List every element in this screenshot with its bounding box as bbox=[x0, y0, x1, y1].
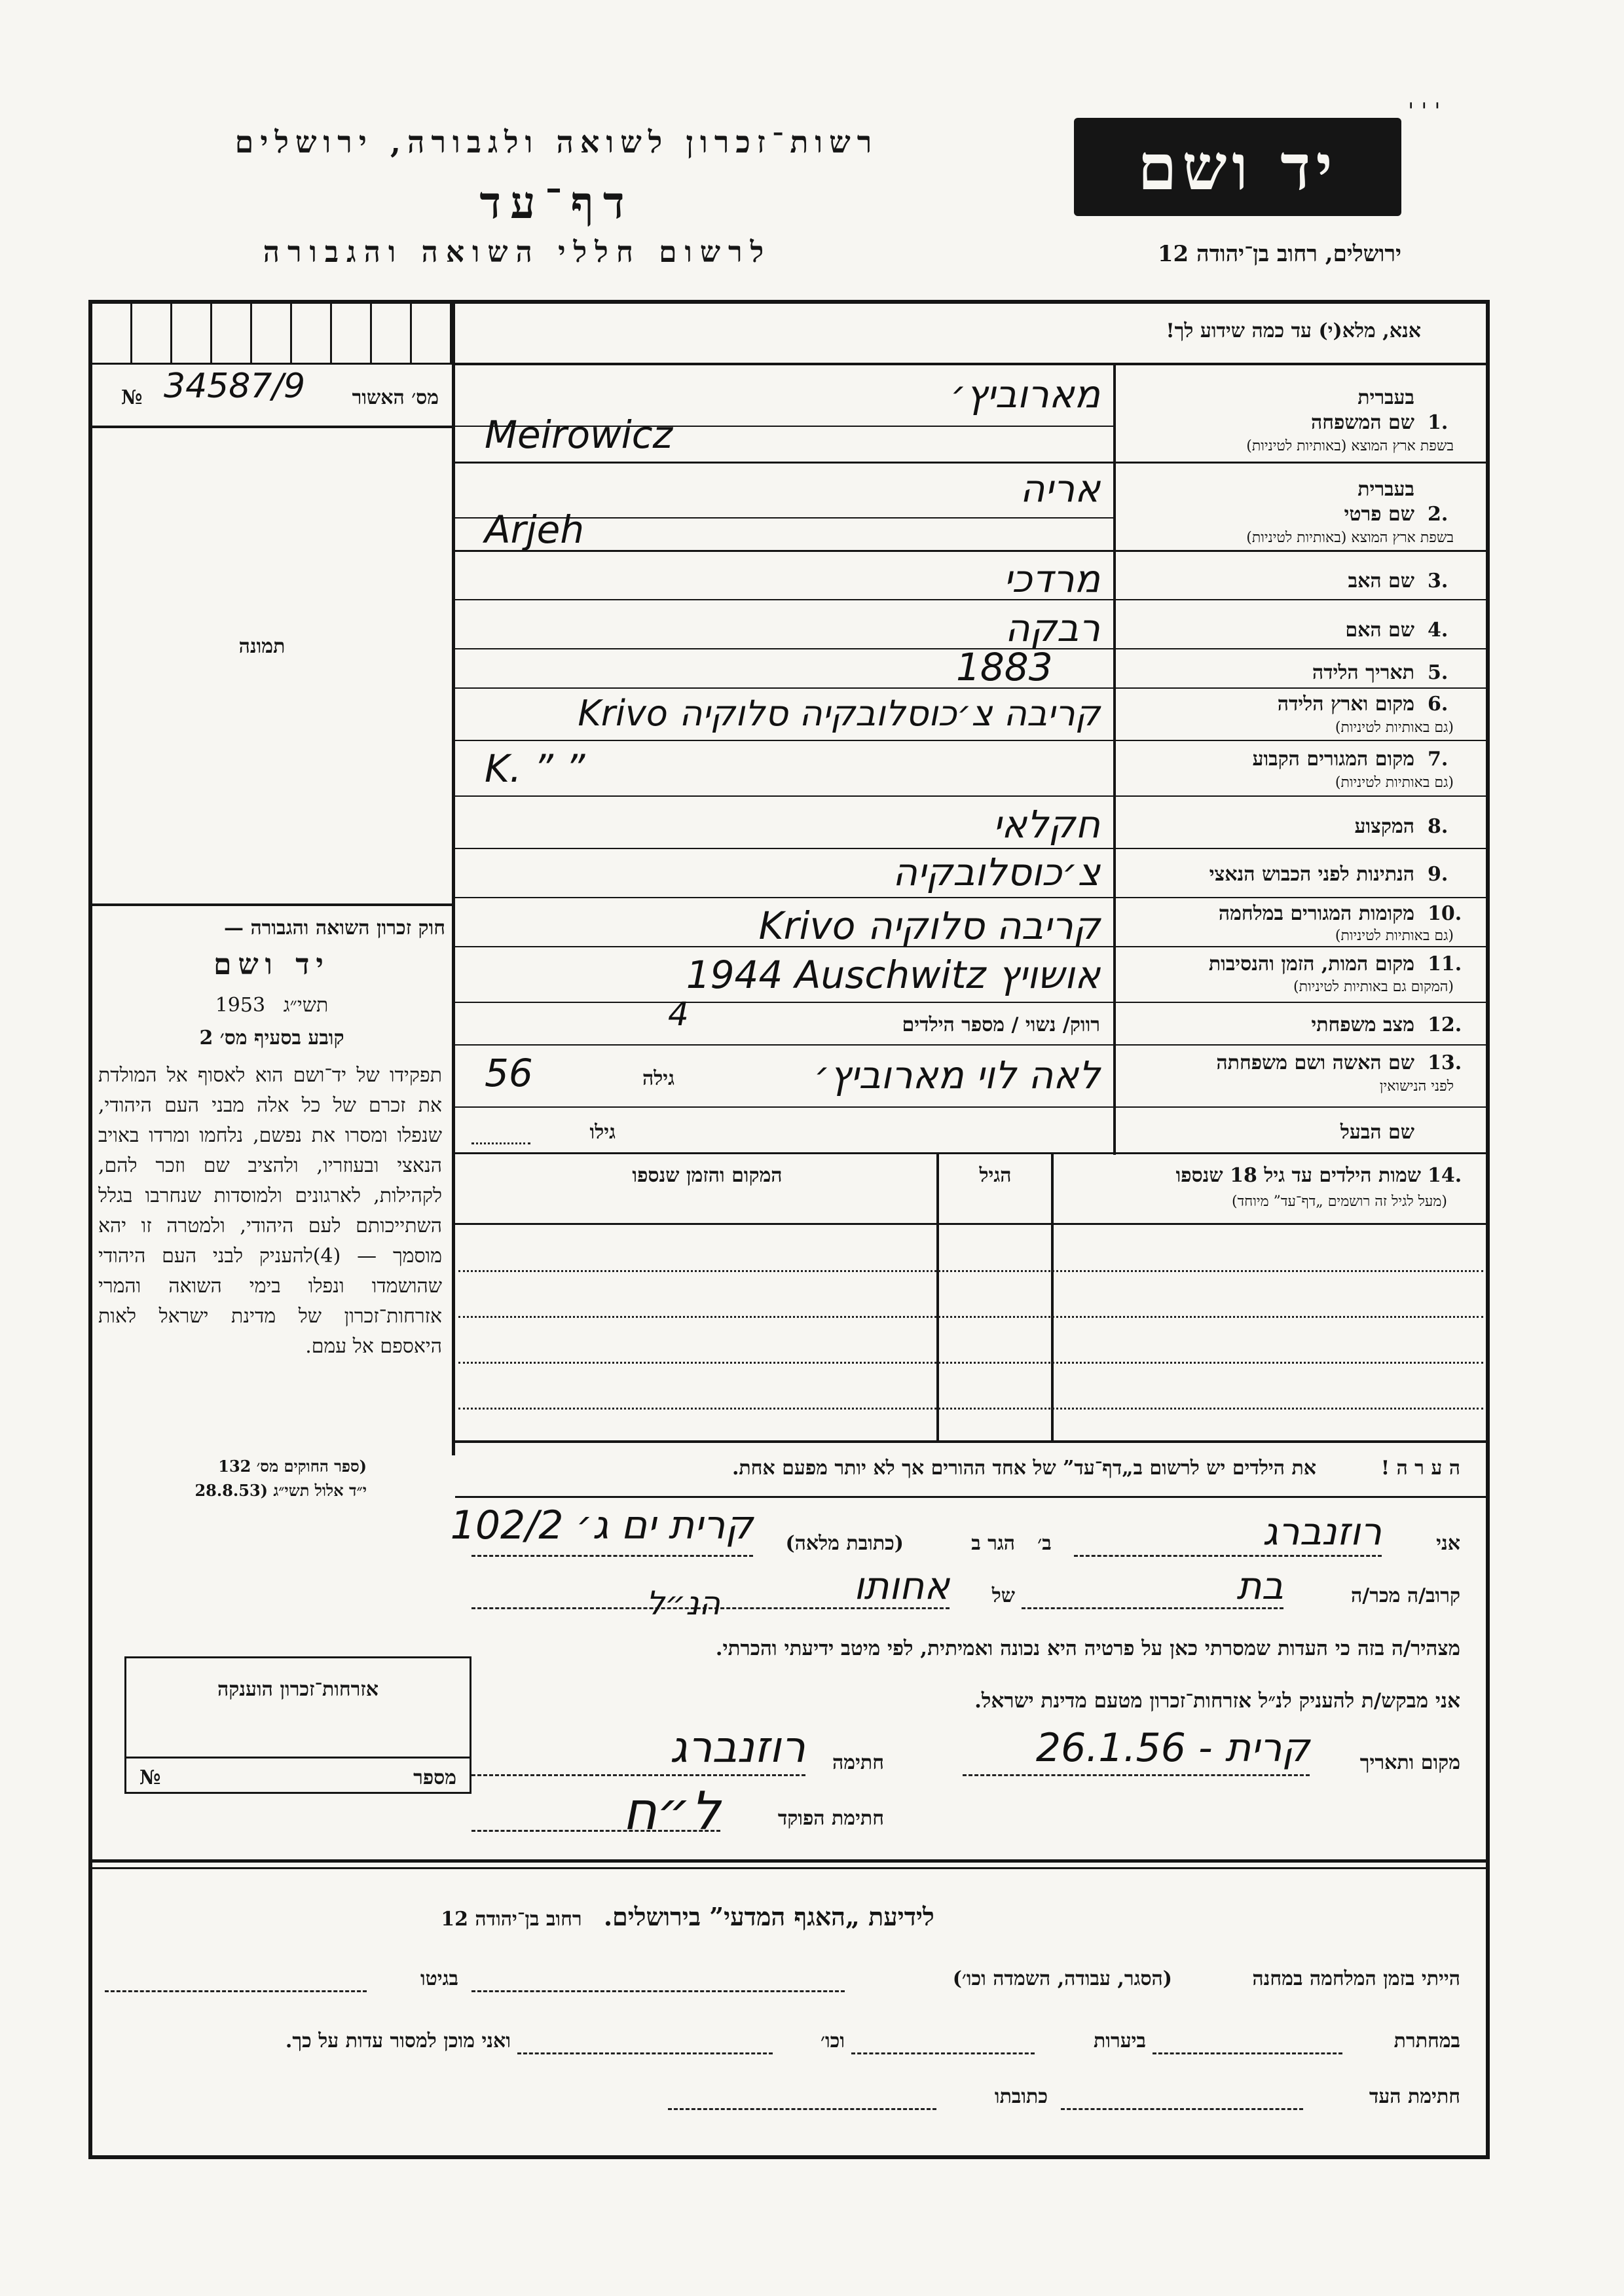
field-7-hint: (גם באותיות לטיניות) bbox=[1335, 774, 1454, 791]
footer-ready-text: ואני מוכן למסור עדות על כך. bbox=[285, 2030, 511, 2052]
footer-underground-label: במחתרת bbox=[1393, 2030, 1460, 2052]
footer-title-text: לידיעת „האגף המדעי” בירושלים. bbox=[603, 1902, 934, 1931]
field-5-value[interactable]: 1883 bbox=[956, 645, 1053, 689]
footer-witness-signature-line[interactable] bbox=[1061, 2108, 1303, 2110]
field-4-value[interactable]: רבקה bbox=[1005, 606, 1100, 650]
relative-label: קרוב/ה מכר/ה bbox=[1351, 1584, 1460, 1607]
field-8-number: 8. bbox=[1428, 815, 1449, 838]
relation-value[interactable]: בת bbox=[1236, 1563, 1283, 1608]
children-col-rule bbox=[936, 1152, 939, 1440]
field-7-value[interactable]: K. ” ” bbox=[485, 746, 585, 791]
children-row[interactable] bbox=[458, 1362, 1483, 1364]
field-2-number: 2. bbox=[1428, 503, 1449, 526]
law-name: יד ושם bbox=[213, 948, 330, 981]
wife-age-label: גילה bbox=[642, 1067, 674, 1090]
law-year-row bbox=[98, 994, 445, 1017]
field-3-value[interactable]: מרדכי bbox=[1003, 556, 1100, 601]
note-rule bbox=[455, 1496, 1486, 1498]
footer-camp-types: (הסגר, עבודה, השמדה וכו׳) bbox=[952, 1967, 1172, 1990]
declarant-b-label: ב׳ bbox=[1037, 1532, 1052, 1555]
organization-name: רשות־זכרון לשואה ולגבורה, ירושלים bbox=[234, 124, 879, 160]
memorial-certificate-box bbox=[124, 1656, 471, 1794]
living-label: הגר ב bbox=[971, 1532, 1015, 1555]
footer-etc-label: וכו׳ bbox=[821, 2030, 845, 2052]
logo-text: יד ושם bbox=[1137, 130, 1338, 204]
field-9-value[interactable]: צ׳כוסלובקיה bbox=[893, 850, 1100, 894]
footer-forests-line[interactable] bbox=[851, 2052, 1035, 2054]
field-14-number: 14. bbox=[1428, 1164, 1462, 1187]
law-source: (ספר החוקים מס׳ 132 bbox=[218, 1457, 367, 1476]
row-rule bbox=[455, 1152, 1486, 1154]
field-13-hint: לפני הנישואין bbox=[1379, 1078, 1454, 1095]
law-date: י״ד אלול תשי״ג (28.8.53 bbox=[194, 1481, 367, 1500]
children-row[interactable] bbox=[458, 1316, 1483, 1318]
field-7-number: 7. bbox=[1428, 748, 1449, 771]
row-rule bbox=[455, 462, 1486, 464]
law-year-heb: תשי״ג bbox=[283, 994, 329, 1017]
officer-signature[interactable]: ל״ח bbox=[622, 1781, 720, 1842]
field-6-number: 6. bbox=[1428, 693, 1449, 716]
field-10-number: 10. bbox=[1428, 902, 1462, 925]
field-12-label: מצב משפחתי bbox=[1311, 1013, 1414, 1036]
field-2-label: שם פרטי bbox=[1344, 503, 1414, 526]
field-3-label: שם האב bbox=[1348, 570, 1414, 592]
declarant-name[interactable]: רוזנברג bbox=[1262, 1509, 1382, 1554]
certificate-title: אזרחות־זכרון הוענקה bbox=[217, 1678, 379, 1701]
footer-title bbox=[196, 1902, 1179, 1932]
law-year: 1953 bbox=[215, 994, 266, 1017]
field-8-label: המקצוע bbox=[1354, 815, 1414, 838]
signature-label: חתימה bbox=[832, 1751, 884, 1774]
note-label: ה ע ר ה ! bbox=[1380, 1457, 1460, 1480]
field-1-latin-value[interactable]: Meirowicz bbox=[485, 412, 673, 457]
field-6-value[interactable]: Krivo קריבה צ׳כוסלובקיה סלוקיה bbox=[578, 693, 1100, 734]
row-rule bbox=[455, 1044, 1486, 1046]
field-5-label: תאריך הלידה bbox=[1312, 661, 1414, 684]
field-9-number: 9. bbox=[1428, 863, 1449, 886]
field-2-hebrew-hint: בעברית bbox=[1357, 478, 1414, 501]
field-10-value[interactable]: Krivo קריבה סלוקיה bbox=[758, 903, 1100, 948]
reg-ticks bbox=[92, 304, 452, 365]
wife-age-value[interactable]: 56 bbox=[485, 1051, 533, 1095]
field-5-number: 5. bbox=[1428, 661, 1449, 684]
footer-forests-label: ביערות bbox=[1093, 2030, 1146, 2052]
field-4-label: שם האם bbox=[1345, 619, 1414, 642]
children-row[interactable] bbox=[458, 1270, 1483, 1272]
officer-signature-label: חתימת הפוקד bbox=[777, 1807, 884, 1830]
field-7-label: מקום המגורים הקבוע bbox=[1252, 748, 1414, 771]
children-row[interactable] bbox=[458, 1408, 1483, 1410]
law-text: תפקידו של יד־ושם הוא לאסוף אל המולדת את זכרם של כל אלה מבני העם היהודי, שנפלו ומסרו את נפשם, נלחמו ומרדו באויב הנאצי ובעוזריו, ולהציב שם וזכר להם, לקהילות, לארגונים ולמוסדות שנחרבו בגלל השתייכותם לעם היהודי, ולמטרה זו יהא מוסמך — (4)להעניק לבני העם היהודי שהושמדו ונפלו בימי השואה והמרי אזרחות־זכרון של מדינת ישראל לאות היאספם אל עמם. bbox=[98, 1064, 442, 1358]
instructions: אנא, מלא(י) עד כמה שידוע לך! bbox=[1166, 319, 1421, 342]
field-10-label: מקומות המגורים במלחמה bbox=[1218, 902, 1414, 925]
footer-witness-address-line[interactable] bbox=[668, 2108, 936, 2110]
relation-of-value[interactable]: אחותו bbox=[853, 1563, 950, 1608]
field-13-label: שם האשה ושם משפחתה bbox=[1216, 1051, 1414, 1074]
certificate-number-label: מספר bbox=[413, 1766, 456, 1789]
reg-rule bbox=[92, 426, 452, 428]
children-header-rule bbox=[455, 1223, 1486, 1225]
reg-label: מס׳ האשור bbox=[352, 386, 439, 409]
sidebar-divider bbox=[452, 300, 455, 1455]
page-subtitle: לרשום חללי השואה והגבורה bbox=[263, 236, 772, 269]
children-bottom-rule bbox=[455, 1440, 1486, 1443]
label-column-divider bbox=[1113, 363, 1116, 1155]
relation-extra[interactable]: הנ״ל bbox=[646, 1584, 720, 1622]
page-title: דף־עד bbox=[479, 177, 634, 229]
photo-label: תמונה bbox=[238, 635, 286, 658]
field-11-label: מקום המות, הזמן והנסיבות bbox=[1208, 953, 1414, 975]
declarant-name-line[interactable] bbox=[1074, 1555, 1382, 1557]
row-rule bbox=[455, 848, 1486, 849]
place-date-value[interactable]: קרית - 26.1.56 bbox=[1035, 1725, 1310, 1771]
row-rule bbox=[455, 795, 1486, 797]
field-12-number: 12. bbox=[1428, 1013, 1462, 1036]
row-rule bbox=[455, 740, 1486, 741]
signature-line[interactable] bbox=[471, 1774, 805, 1776]
declaration-text: מצהיר/ה בזה כי העדות שמסרתי כאן על פרטיה היא נכונה ואמיתית, לפי מיטב ידיעתי והכרתי. bbox=[715, 1637, 1460, 1660]
footer-witness-signature-label: חתימת העד bbox=[1369, 2085, 1460, 2108]
field-1-hebrew-value[interactable]: מארוביץ׳ bbox=[950, 372, 1100, 416]
footer-title-address: רחוב בן־יהודה 12 bbox=[441, 1908, 582, 1931]
declarant-i-label: אני bbox=[1436, 1532, 1460, 1555]
field-1-label: שם המשפחה bbox=[1310, 411, 1414, 434]
field-13-value[interactable]: לאה לוי מארוביץ׳ bbox=[814, 1053, 1100, 1097]
children-col-rule bbox=[1051, 1152, 1054, 1440]
footer-ghetto-line[interactable] bbox=[105, 1990, 367, 1992]
relation-of-label: של bbox=[991, 1584, 1015, 1607]
law-title: חוק זכרון השואה והגבורה — bbox=[224, 917, 445, 939]
field-12-options: רווק/ נשוי / מספר הילדים bbox=[902, 1013, 1100, 1036]
field-11-hint: (המקום גם באותיות לטיניות) bbox=[1293, 979, 1454, 995]
place-date-line[interactable] bbox=[963, 1774, 1310, 1776]
field-14-label: שמות הילדים עד גיל 18 שנספו bbox=[1175, 1164, 1421, 1187]
field-3-number: 3. bbox=[1428, 570, 1449, 592]
footer-etc-line[interactable] bbox=[517, 2052, 773, 2054]
row-rule bbox=[455, 1002, 1486, 1003]
field-8-value[interactable]: חקלאי bbox=[993, 802, 1100, 847]
reg-number[interactable]: 34587/9 bbox=[164, 367, 306, 406]
row-rule bbox=[455, 550, 1486, 552]
field-1-latin-hint: בשפת ארץ המוצא (באותיות לטיניות) bbox=[1246, 438, 1454, 454]
field-2-latin-hint: בשפת ארץ המוצא (באותיות לטיניות) bbox=[1246, 530, 1454, 546]
request-text: אני מבקש/ת להעניק לנ״ל אזרחות־זכרון מטעם מדינת ישראל. bbox=[974, 1689, 1460, 1713]
field-12-children-count[interactable]: 4 bbox=[668, 995, 689, 1033]
field-14-hint: (מעל לגיל זה רושמים „דף־עד” מיוחד) bbox=[1232, 1194, 1447, 1210]
declarant-address[interactable]: קרית ים ג׳ 102/2 bbox=[450, 1503, 753, 1548]
field-10-hint: (גם באותיות לטיניות) bbox=[1335, 928, 1454, 944]
footer-underground-line[interactable] bbox=[1153, 2052, 1342, 2054]
corner-marks: ' ' ' bbox=[1408, 98, 1441, 124]
field-4-number: 4. bbox=[1428, 619, 1449, 642]
reg-prefix: № bbox=[121, 386, 143, 409]
field-1-number: 1. bbox=[1428, 411, 1449, 434]
field-6-label: מקום וארץ הלידה bbox=[1277, 693, 1414, 716]
row-rule bbox=[455, 897, 1486, 898]
husband-age-line[interactable] bbox=[471, 1142, 530, 1144]
field-11-value[interactable]: 1944 Auschwitz אושויץ bbox=[686, 953, 1100, 997]
footer-camp-line[interactable] bbox=[471, 1990, 845, 1992]
footer-rule-2 bbox=[92, 1867, 1486, 1869]
husband-label: שם הבעל bbox=[1340, 1121, 1414, 1144]
header-address: ירושלים, רחוב בן־יהודה 12 bbox=[1157, 241, 1401, 267]
certificate-prefix: № bbox=[139, 1766, 161, 1789]
field-6-hint: (גם באותיות לטיניות) bbox=[1335, 720, 1454, 736]
note-text: את הילדים יש לרשום ב„דף־עד” של אחד ההורים אך לא יותר מפעם אחת. bbox=[731, 1457, 1316, 1480]
full-address-label: (כתובת מלאה) bbox=[785, 1532, 904, 1555]
column-age-header: הגיל bbox=[979, 1164, 1012, 1187]
field-13-number: 13. bbox=[1428, 1051, 1462, 1074]
field-9-label: הנתינות לפני הכבוש הנאצי bbox=[1209, 863, 1414, 886]
photo-box-bottom bbox=[92, 903, 452, 906]
field-11-number: 11. bbox=[1428, 953, 1462, 975]
field-2-latin-value[interactable]: Arjeh bbox=[485, 507, 585, 552]
husband-age-label: גילו bbox=[589, 1121, 616, 1144]
declarant-address-line[interactable] bbox=[471, 1555, 753, 1557]
field-1-hebrew-hint: בעברית bbox=[1357, 386, 1414, 409]
place-date-label: מקום ותאריך bbox=[1359, 1751, 1460, 1774]
field-2-hebrew-value[interactable]: אריה bbox=[1020, 466, 1100, 511]
footer-rule-1 bbox=[92, 1859, 1486, 1863]
law-section: קובע בסעיף מס׳ 2 bbox=[199, 1027, 344, 1049]
footer-camp-start: הייתי בזמן המלחמה במחנה bbox=[1252, 1967, 1460, 1990]
signature-value[interactable]: רוזנברג bbox=[669, 1722, 805, 1772]
column-place-header: המקום והזמן שנספו bbox=[632, 1164, 783, 1187]
footer-ghetto-label: בגיטו bbox=[420, 1967, 458, 1990]
yad-vashem-logo bbox=[1074, 118, 1401, 216]
row-rule bbox=[455, 1106, 1486, 1108]
instructions-rule bbox=[455, 363, 1486, 365]
footer-witness-address-label: כתובתו bbox=[994, 2085, 1048, 2108]
